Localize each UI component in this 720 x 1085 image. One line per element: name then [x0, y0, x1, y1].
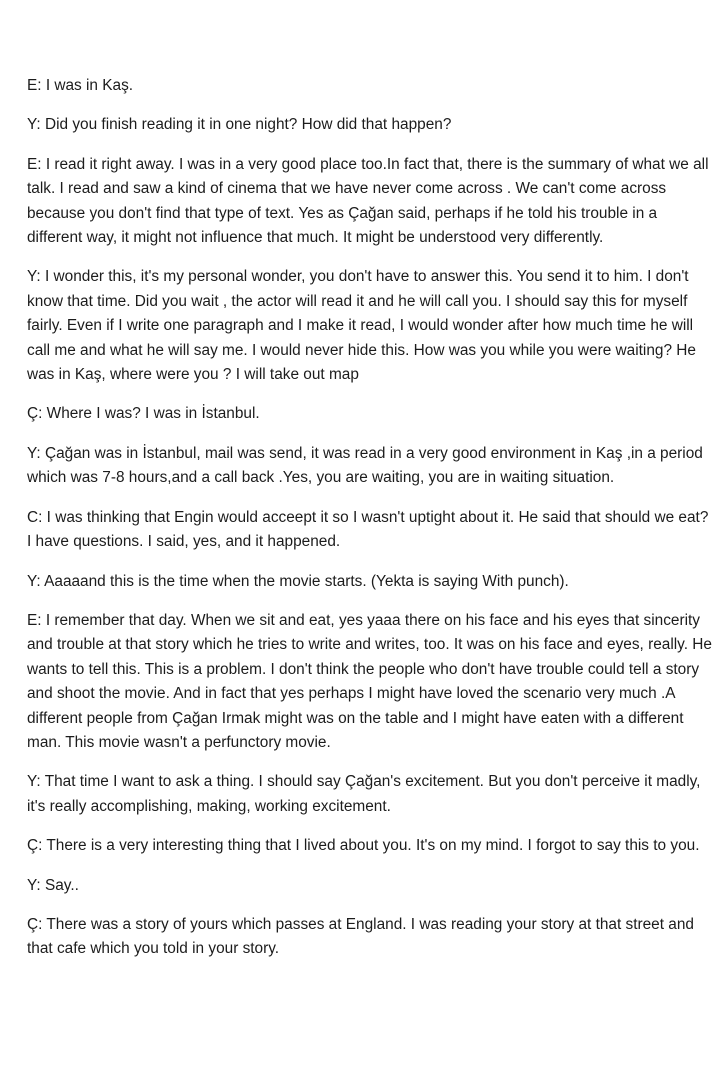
paragraph-1: E: I was in Kaş.	[27, 77, 134, 94]
paragraph-12: Y: Say..	[27, 876, 79, 894]
paragraph-13: Ç: There was a story of yours which passes at England. I was reading your story at that street and that cafe which you told in your story.	[27, 915, 694, 958]
paragraph-8: Y: Aaaaand this is the time when the movie starts. (Yekta is saying With punch).	[27, 572, 569, 590]
paragraph-2: Y: Did you finish reading it in one night? How did that happen?	[27, 116, 452, 134]
paragraph-6: Y: Çağan was in İstanbul, mail was send, it was read in a very good environment in Kaş ,in a period which was 7-8 hours,and a call back .Yes, you are waiting, you are in waiting situation.	[27, 444, 703, 487]
paragraph-7: C: I was thinking that Engin would acceept it so I wasn't uptight about it. He said that should we eat? I have questions. I said, yes, and it happened.	[27, 508, 709, 551]
paragraph-10: Y: That time I want to ask a thing. I should say Çağan's excitement. But you don't perceive it madly, it's really accomplishing, making, working excitement.	[27, 773, 701, 815]
paragraph-9: E: I remember that day. When we sit and eat, yes yaaa there on his face and his eyes that sincerity and trouble at that story which he tries to write and writes, too. It was on his face and eyes, really. He wants to tell this. This is a problem. I don't think the people who don't have trouble could tell a story and shoot the movie. And in fact that yes perhaps I might have loved the scenario very much .A different people from Çağan Irmak might was on the table and I might have eaten with a different man. This movie wasn't a perfunctory movie.	[27, 611, 712, 751]
paragraph-4: Y: I wonder this, it's my personal wonder, you don't have to answer this. You send it to him. I don't know that time. Did you wait , the actor will read it and he will call you. I should say this for myself fairly. Even if I write one paragraph and I make it read, I would wonder after how much time he will call me and what he will say me. I would never hide this. How was you while you were waiting? He was in Kaş, where were you ? I will take out map	[27, 268, 696, 384]
paragraph-3: E: I read it right away. I was in a very good place too.In fact that, there is the summary of what we all talk. I read and saw a kind of cinema that we have never come across . We can't come across because you don't find that type of text. Yes as Çağan said, perhaps if he told his trouble in a different way, it might not influence that much. It might be understood very differently.	[27, 155, 709, 247]
paragraph-11: Ç: There is a very interesting thing that I lived about you. It's on my mind. I forgot to say this to you.	[27, 837, 700, 855]
transcript-body	[27, 74, 715, 977]
paragraph-5: Ç: Where I was? I was in İstanbul.	[27, 405, 260, 423]
